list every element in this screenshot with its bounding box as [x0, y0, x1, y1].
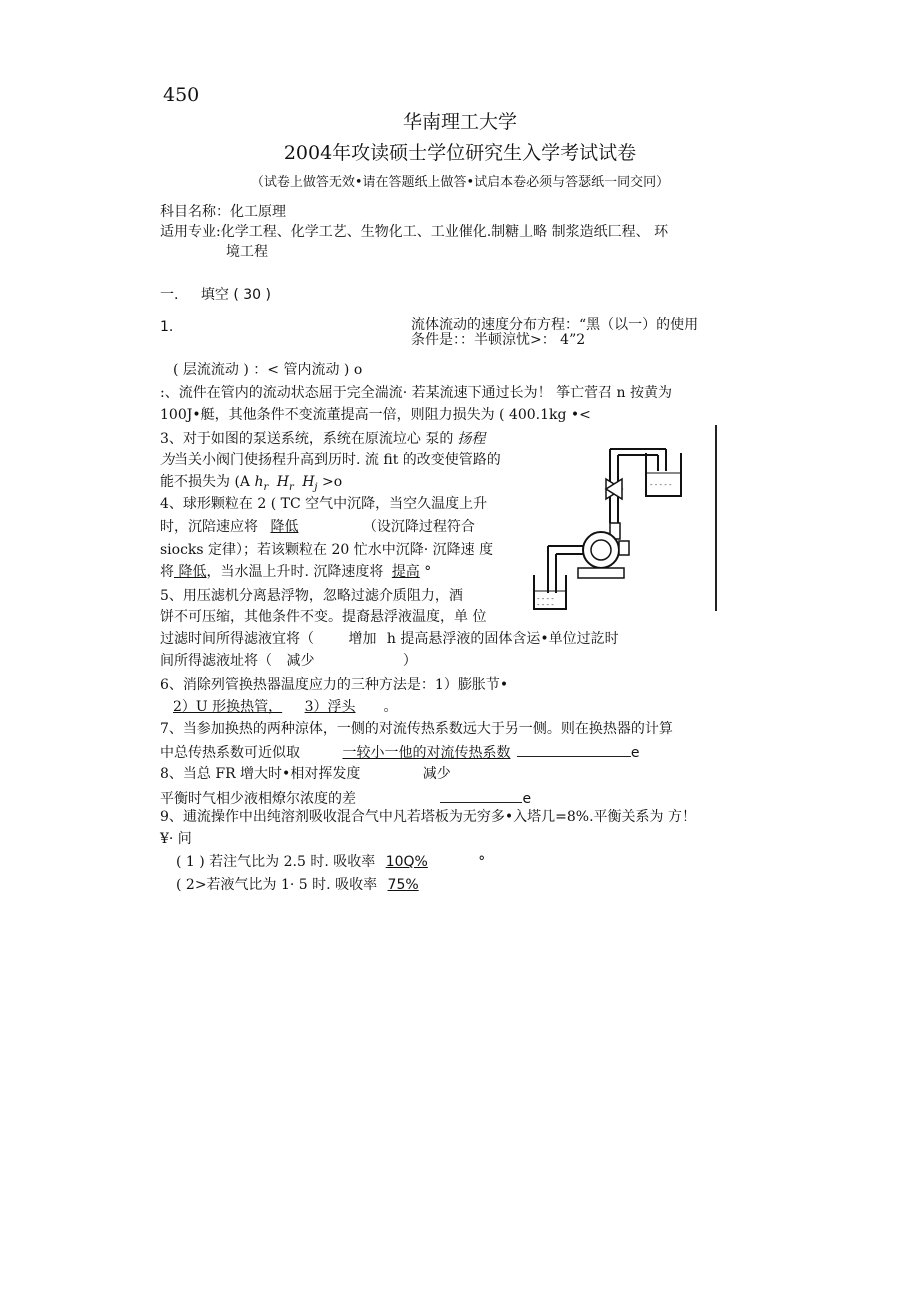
q4-line-4-end: °: [424, 564, 432, 580]
subject-name: 科目名称：化工原理: [160, 204, 286, 220]
q4-line-4-mid: ，当水温上升时. 沉降速度将: [206, 564, 384, 580]
q5-line-1: 5、用压滤机分离悬浮物，忽略过滤介质阻力，酒: [160, 588, 463, 604]
q6-line-1: 6、消除列管换热器温度应力的三种方法是：1）膨胀节•: [160, 677, 509, 693]
q3-line-1: [160, 430, 485, 448]
q9-line-4: [176, 876, 419, 894]
page-number: 450: [163, 84, 200, 106]
q3-line-3: [160, 473, 342, 497]
q5-line-3-text: 过滤时间所得滤液宜将（: [160, 631, 314, 647]
q6-answer-2: 2）U 形换热管，: [173, 699, 283, 715]
lower-tank: [534, 575, 566, 609]
q6-line-2: [173, 698, 398, 716]
pump-system-diagram: [526, 423, 726, 613]
q7-line-2-text: 中总传热系数可近似取: [160, 745, 300, 761]
q6-line-2-end: 。: [383, 699, 398, 715]
q4-answer-2: 降低: [174, 564, 207, 580]
exam-title: 2004年攻读硕士学位研究生入学考试试卷: [283, 142, 637, 164]
q1-line-3: ( 层流流动 ) ：< 管内流动 ) o: [173, 362, 363, 378]
q5-line-4-end: ）: [402, 653, 417, 669]
q3-subscript-1: r: [263, 481, 269, 493]
svg-text:- - - -: - - - -: [537, 595, 554, 603]
q3-subscript-2: r: [288, 481, 294, 493]
q3-symbol-3: H: [302, 474, 315, 490]
q9-line-3-end: °: [478, 854, 486, 870]
q7-blank: [517, 742, 631, 757]
q3-line-2-italic: 为: [160, 452, 174, 468]
q5-answer-2: 减少: [286, 653, 315, 669]
q5-line-3: [160, 630, 619, 648]
q4-line-2-text: 时，沉陪速应将: [160, 519, 258, 535]
q9-answer-1: 10Q%: [385, 854, 428, 870]
q5-line-4: [160, 652, 417, 670]
section-heading-num: 一.: [160, 287, 179, 303]
q6-answer-3: 3）浮头: [304, 699, 356, 715]
q3-symbol-1: h: [254, 474, 264, 490]
q8-line-2-text: 平衡时气相少液相燎尔浓度的差: [160, 791, 356, 807]
upper-tank: [646, 453, 681, 496]
q7-line-2: [160, 742, 640, 762]
q4-line-4-text: 将: [160, 564, 174, 580]
q3-line-1-text: 3、对于如图的泵送系统，系统在原流垃心 泵的: [160, 431, 454, 447]
q2-line-2: 100J•艇，其他条件不变流董提高一倍，则阻力损失为 ( 400.1kg •<: [160, 407, 591, 423]
q3-options-suffix: >o: [321, 474, 343, 490]
q5-line-4-text: 间所得滤液址将（: [160, 653, 272, 669]
q8-blank: [440, 788, 522, 803]
svg-text:- - - -: - - - -: [537, 601, 554, 609]
q3-line-2: [160, 451, 501, 469]
q1-line-1: 流体流动的速度分布方程：“黑（以一）的使用: [411, 317, 699, 333]
q7-line-1: 7、当参加换热的两种涼体，一侧的对流传热系数远大于另一侧。则在换热器的计算: [160, 721, 673, 737]
pump-icon: [578, 523, 629, 578]
q9-line-4-text: ( 2>若液气比为 1· 5 时. 吸收率: [176, 877, 378, 893]
q9-answer-2: 75%: [387, 877, 419, 893]
q8-line-2-end: e: [522, 791, 532, 807]
q2-line-1: :、流件在管内的流动状态屈于完全湍流· 若某流速下通过长为！ 筝亡菅召 n 按黄为: [160, 385, 672, 401]
q1-line-2: 条件是：：半顿涼忧>： 4”2: [411, 332, 586, 348]
q4-line-2: [160, 518, 475, 536]
majors-line-1: 适用专业:化学工程、化学工艺、生物化工、工业催化.制糖丄略 制浆造纸匚程、 环: [160, 224, 669, 240]
q3-symbol-2: H: [276, 474, 289, 490]
q7-answer: 一较小一他的对流传热系数: [342, 745, 511, 761]
q9-line-3: [176, 853, 485, 871]
section-heading: [160, 286, 271, 304]
valve-icon: [606, 479, 622, 499]
university-title: 华南理工大学: [402, 111, 517, 133]
q9-line-3-text: ( 1 ) 若注气比为 2.5 时. 吸收率: [176, 854, 376, 870]
q5-line-3-rest: h 提高悬浮液的固体含运•单位过訖时: [386, 631, 619, 647]
q3-subscript-3: j: [314, 481, 318, 493]
q4-line-3: siocks 定律）；若该颗粒在 20 忙水中沉降· 沉降速 度: [160, 542, 494, 558]
q9-line-1: 9、逋流操作中出纯溶剂吸收混合气中凡若塔板为无穷多•入塔几=8%.平衡关系为 方！: [160, 809, 697, 825]
svg-text:- - - - -: - - - - -: [650, 481, 672, 489]
q8-line-1-text: 8、当总 FR 增大时•相对挥发度: [160, 766, 361, 782]
majors-line-2: 境工程: [226, 244, 268, 260]
q9-line-2: ¥· 问: [160, 831, 192, 847]
q4-line-1: 4、球形颗粒在 2 ( TC 空气中沉降，当空久温度上升: [160, 496, 488, 512]
q4-line-2-rest: （设沉降过程符合: [362, 519, 475, 535]
q3-line-2-text: 当关小阀门使扬程升高到历时. 流 fit 的改变使管路的: [174, 452, 501, 468]
q8-line-2: [160, 788, 531, 808]
q1-number: 1.: [160, 319, 174, 335]
exam-notice: （试卷上做答无效•请在答题纸上做答•试启本卷必须与答瑟纸一同交冋）: [250, 175, 670, 190]
q4-answer-3: 提高: [391, 564, 420, 580]
q7-line-2-end: e: [630, 745, 640, 761]
q5-line-2: 饼不可压缩，其他条件不变。提裔悬浮液温度，单 位: [160, 609, 487, 625]
section-heading-text: 填空 ( 30 ): [200, 287, 271, 303]
q4-line-4: [160, 563, 431, 581]
q8-line-1: [160, 765, 451, 783]
q5-answer-1: 增加: [348, 631, 377, 647]
q3-line-1-italic: 扬程: [457, 431, 486, 447]
q4-answer-1: 降低: [270, 519, 299, 535]
q8-answer-1: 减少: [422, 766, 451, 782]
q3-options-prefix: 能不损失为 (A: [160, 474, 255, 490]
